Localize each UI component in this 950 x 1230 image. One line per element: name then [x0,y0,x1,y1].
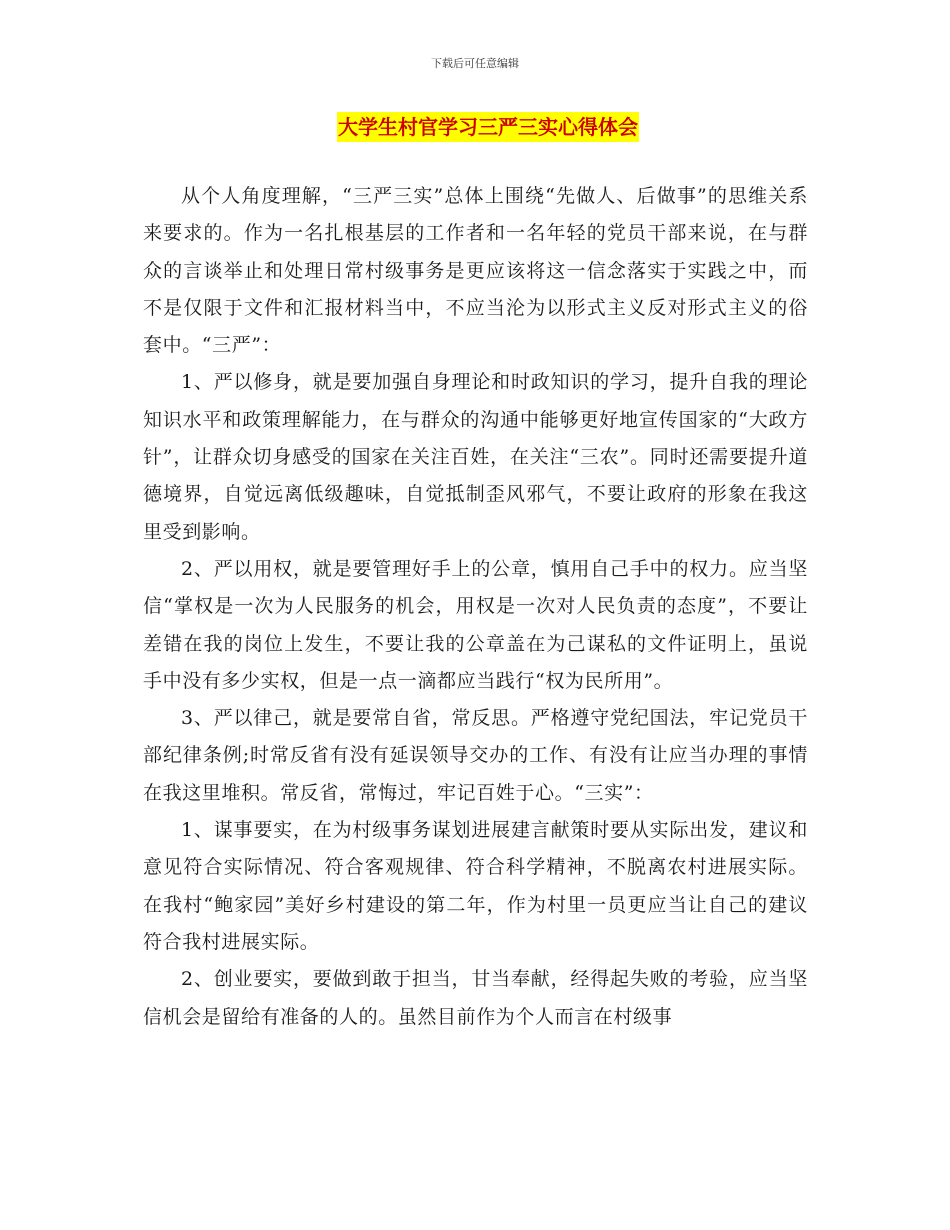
page-header-note: 下载后可任意编辑 [431,57,519,70]
document-body [143,178,808,1036]
document-title: 大学生村官学习三严三实心得体会 [337,112,639,142]
paragraph-intro: 从个人角度理解，“三严三实”总体上围绕“先做人、后做事”的思维关系来要求的。作为一名扎根基层的工作者和一名年轻的党员干部来说，在与群众的言谈举止和处理日常村级事务是更应该将这一信念落实于实践之中，而不是仅限于文件和汇报材料当中，不应当沦为以形式主义反对形式主义的俗套中。“三严”： [143,185,808,357]
paragraph-self-discipline: 3、严以律己，就是要常自省，常反思。严格遵守党纪国法，牢记党员干部纪律条例;时常反省有没有延误领导交办的工作、有没有让应当办理的事情在我这里堆积。常反省，常悔过，牢记百姓于心。“三实”： [143,707,808,804]
paragraph-practical-enterprise: 2、创业要实，要做到敢于担当，甘当奉献，经得起失败的考验，应当坚信机会是留给有准备的人的。虽然目前作为个人而言在村级事 [143,968,808,1028]
title-container [0,112,950,142]
paragraph-use-of-power: 2、严以用权，就是要管理好手上的公章，慎用自己手中的权力。应当坚信“掌权是一次为人民服务的机会，用权是一次对人民负责的态度”，不要让差错在我的岗位上发生，不要让我的公章盖在为己谋私的文件证明上，虽说手中没有多少实权，但是一点一滴都应当践行“权为民所用”。 [143,557,808,692]
paragraph-practical-planning: 1、谋事要实，在为村级事务谋划进展建言献策时要从实际出发，建议和意见符合实际情况、符合客观规律、符合科学精神，不脱离农村进展实际。在我村“鲍家园”美好乡村建设的第二年，作为村里一员更应当让自己的建议符合我村进展实际。 [143,819,808,953]
paragraph-self-cultivation: 1、严以修身，就是要加强自身理论和时政知识的学习，提升自我的理论知识水平和政策理解能力，在与群众的沟通中能够更好地宣传国家的“大政方针”，让群众切身感受的国家在关注百姓，在关注“三农”。同时还需要提升道德境界，自觉远离低级趣味，自觉抵制歪风邪气，不要让政府的形象在我这里受到影响。 [143,371,808,543]
